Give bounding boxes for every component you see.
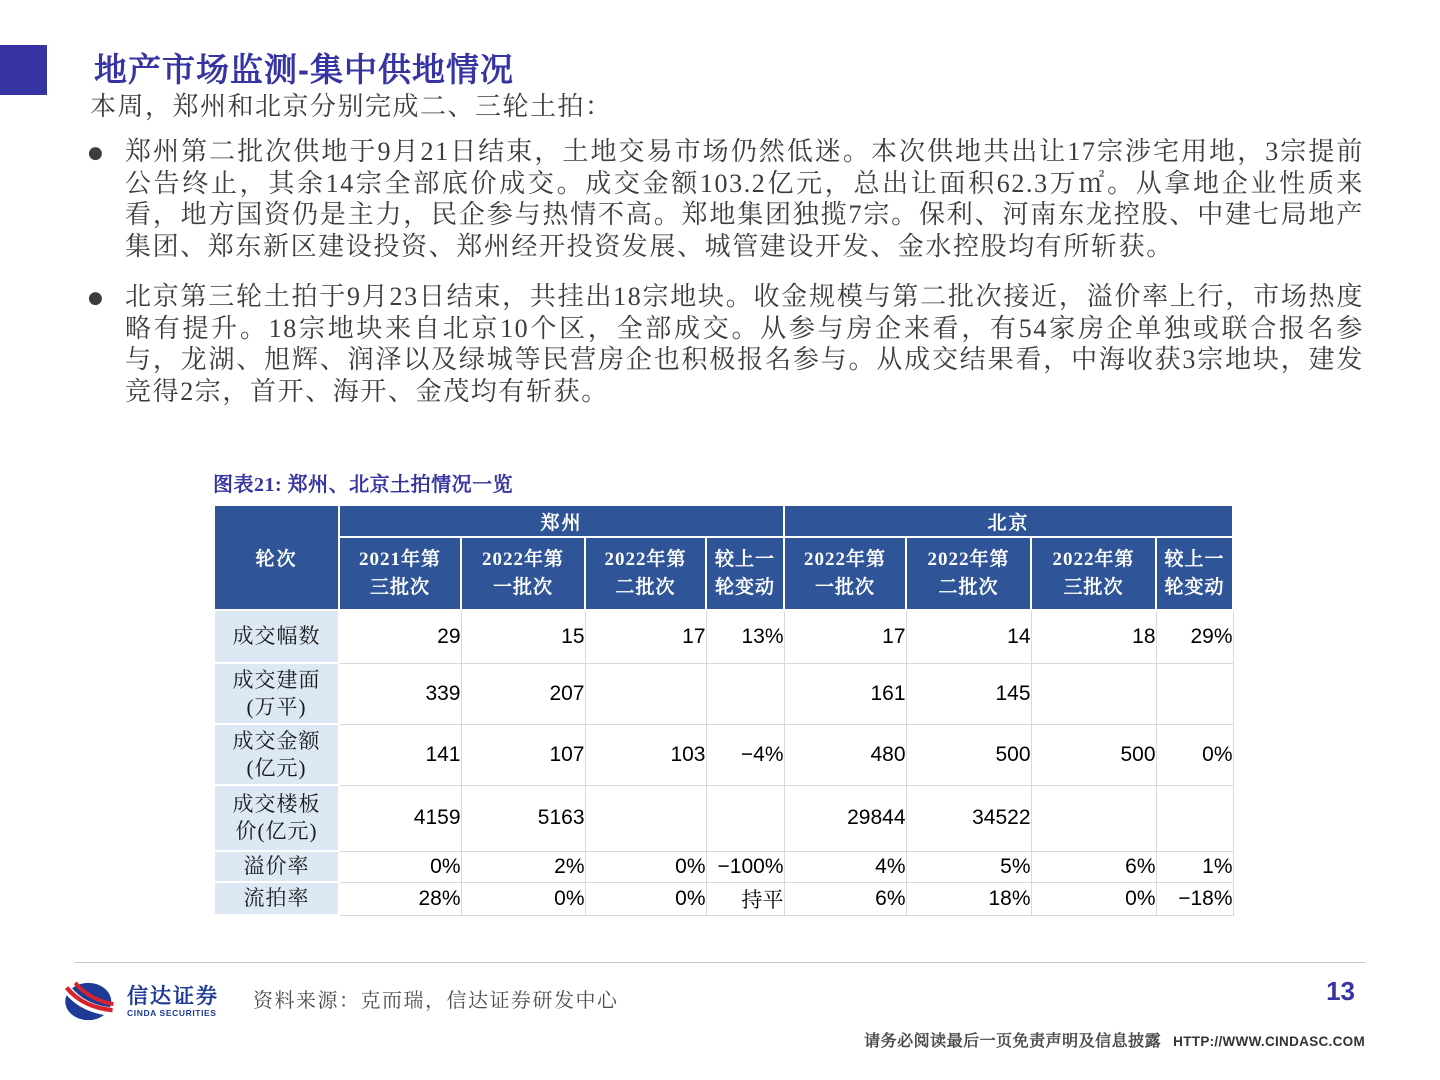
intro-text: 本周，郑州和北京分别完成二、三轮土拍：: [90, 92, 613, 121]
data-cell: 2%: [461, 851, 585, 882]
figure-caption: 图表21: 郑州、北京土拍情况一览: [213, 474, 514, 496]
data-cell: [1031, 663, 1156, 724]
column-header-line: 二批次: [938, 576, 999, 598]
column-header-line: 2022年第: [927, 548, 1010, 570]
data-cell: 1%: [1156, 851, 1233, 882]
column-header-line: 轮变动: [1164, 576, 1225, 598]
data-cell: 14: [906, 610, 1031, 663]
data-cell: 15: [461, 610, 585, 663]
data-cell: 207: [461, 663, 585, 724]
column-header: [906, 537, 1031, 610]
data-cell: 4159: [339, 785, 461, 851]
column-header: [1156, 537, 1233, 610]
column-header-line: 2022年第: [1052, 548, 1135, 570]
data-cell: 13%: [706, 610, 784, 663]
data-cell: [585, 785, 706, 851]
bullet-text: 郑州第二批次供地于9月21日结束，土地交易市场仍然低迷。本次供地共出让17宗涉宅用地，3宗提前公告终止，其余14宗全部底价成交。成交金额103.2亿元，总出让面积62.3万㎡。从拿地企业性质来看，地方国资仍是主力，民企参与热情不高。郑地集团独揽7宗。保利、河南东龙控股、中建七局地产集团、郑东新区建设投资、郑州经开投资发展、城管建设开发、金水控股均有所斩获。: [125, 137, 1364, 261]
group-header-zhengzhou: 郑州: [339, 505, 784, 537]
row-label: 溢价率: [214, 851, 339, 882]
logo-name-cn: 信达证券: [127, 984, 219, 1008]
column-header-line: 2022年第: [804, 548, 887, 570]
bullet-list: [88, 136, 1364, 426]
data-cell: 29: [339, 610, 461, 663]
data-cell: 18%: [906, 882, 1031, 915]
column-header-line: 三批次: [1063, 576, 1124, 598]
column-header: [706, 537, 784, 610]
data-cell: 103: [585, 724, 706, 785]
data-cell: 5163: [461, 785, 585, 851]
column-header-line: 2022年第: [481, 548, 564, 570]
disclaimer-text: 请务必阅读最后一页免责声明及信息披露: [864, 1033, 1162, 1050]
data-cell: −4%: [706, 724, 784, 785]
data-cell: 17: [585, 610, 706, 663]
data-cell: 0%: [461, 882, 585, 915]
page-number: 13: [1326, 976, 1355, 1006]
cinda-logo: [64, 981, 219, 1022]
data-cell: 5%: [906, 851, 1031, 882]
data-cell: 29%: [1156, 610, 1233, 663]
data-cell: [1031, 785, 1156, 851]
data-cell: −100%: [706, 851, 784, 882]
column-header: [339, 537, 461, 610]
column-header-line: 三批次: [369, 576, 430, 598]
figure-block: [213, 468, 1232, 916]
table-row: [214, 610, 1233, 663]
table-row: [214, 882, 1233, 915]
data-cell: 持平: [706, 882, 784, 915]
data-cell: [585, 663, 706, 724]
column-header: [585, 537, 706, 610]
data-cell: 29844: [784, 785, 906, 851]
table-row: [214, 724, 1233, 785]
row-label: 成交建面 (万平): [214, 663, 339, 724]
data-cell: 28%: [339, 882, 461, 915]
column-header-line: 较上一: [715, 548, 776, 570]
column-header-line: 二批次: [615, 576, 676, 598]
bullet-marker-icon: ●: [88, 143, 103, 163]
data-cell: 6%: [1031, 851, 1156, 882]
column-header: [461, 537, 585, 610]
data-cell: 0%: [339, 851, 461, 882]
table-group-header-row: [214, 505, 1233, 537]
bullet-item: [88, 281, 1364, 407]
data-cell: [1156, 663, 1233, 724]
group-header-beijing: 北京: [784, 505, 1233, 537]
row-label: 成交楼板 价(亿元): [214, 785, 339, 851]
data-cell: 107: [461, 724, 585, 785]
logo-name-en: CINDA SECURITIES: [127, 1007, 217, 1018]
data-cell: 480: [784, 724, 906, 785]
data-cell: 0%: [1156, 724, 1233, 785]
footer-divider: [75, 962, 1365, 963]
footer-bottom: [864, 1028, 1365, 1051]
bullet-marker-icon: ●: [88, 288, 103, 308]
column-header-line: 较上一: [1164, 548, 1225, 570]
row-label: 成交幅数: [214, 610, 339, 663]
corner-header-cell: 轮次: [214, 505, 339, 610]
data-cell: 18: [1031, 610, 1156, 663]
land-auction-table: [213, 504, 1234, 916]
data-cell: [706, 663, 784, 724]
logo-text: [127, 986, 219, 1018]
data-cell: 145: [906, 663, 1031, 724]
table-row: [214, 851, 1233, 882]
table-row: [214, 663, 1233, 724]
data-cell: −18%: [1156, 882, 1233, 915]
column-header-line: 2021年第: [358, 548, 441, 570]
column-header-line: 2022年第: [604, 548, 687, 570]
data-cell: 6%: [784, 882, 906, 915]
column-header: [784, 537, 906, 610]
source-note: 资料来源：克而瑞，信达证券研发中心: [253, 990, 619, 1012]
row-label: 成交金额 (亿元): [214, 724, 339, 785]
data-cell: 0%: [1031, 882, 1156, 915]
data-cell: 4%: [784, 851, 906, 882]
data-cell: [1156, 785, 1233, 851]
bullet-item: [88, 136, 1364, 262]
data-cell: 161: [784, 663, 906, 724]
bullet-text: 北京第三轮土拍于9月23日结束，共挂出18宗地块。收金规模与第二批次接近，溢价率上行，市场热度略有提升。18宗地块来自北京10个区，全部成交。从参与房企来看，有54家房企单独或联合报名参与，龙湖、旭辉、润泽以及绿城等民营房企也积极报名参与。从成交结果看，中海收获3宗地块，建发竞得2宗，首开、海开、金茂均有斩获。: [125, 282, 1364, 406]
column-header: [1031, 537, 1156, 610]
data-cell: [706, 785, 784, 851]
row-label: 流拍率: [214, 882, 339, 915]
corner-accent-square: [0, 45, 47, 95]
page-title: 地产市场监测-集中供地情况: [94, 51, 514, 88]
data-cell: 0%: [585, 882, 706, 915]
data-cell: 500: [1031, 724, 1156, 785]
data-cell: 0%: [585, 851, 706, 882]
data-cell: 500: [906, 724, 1031, 785]
table-body: [214, 610, 1233, 915]
data-cell: 17: [784, 610, 906, 663]
column-header-line: 一批次: [815, 576, 876, 598]
data-cell: 141: [339, 724, 461, 785]
column-header-line: 轮变动: [715, 576, 776, 598]
column-header-line: 一批次: [492, 576, 553, 598]
table-row: [214, 785, 1233, 851]
data-cell: 339: [339, 663, 461, 724]
table-subheader-row: [214, 537, 1233, 610]
website-link[interactable]: HTTP://WWW.CINDASC.COM: [1173, 1034, 1365, 1049]
data-cell: 34522: [906, 785, 1031, 851]
cinda-logo-icon: [64, 981, 116, 1022]
